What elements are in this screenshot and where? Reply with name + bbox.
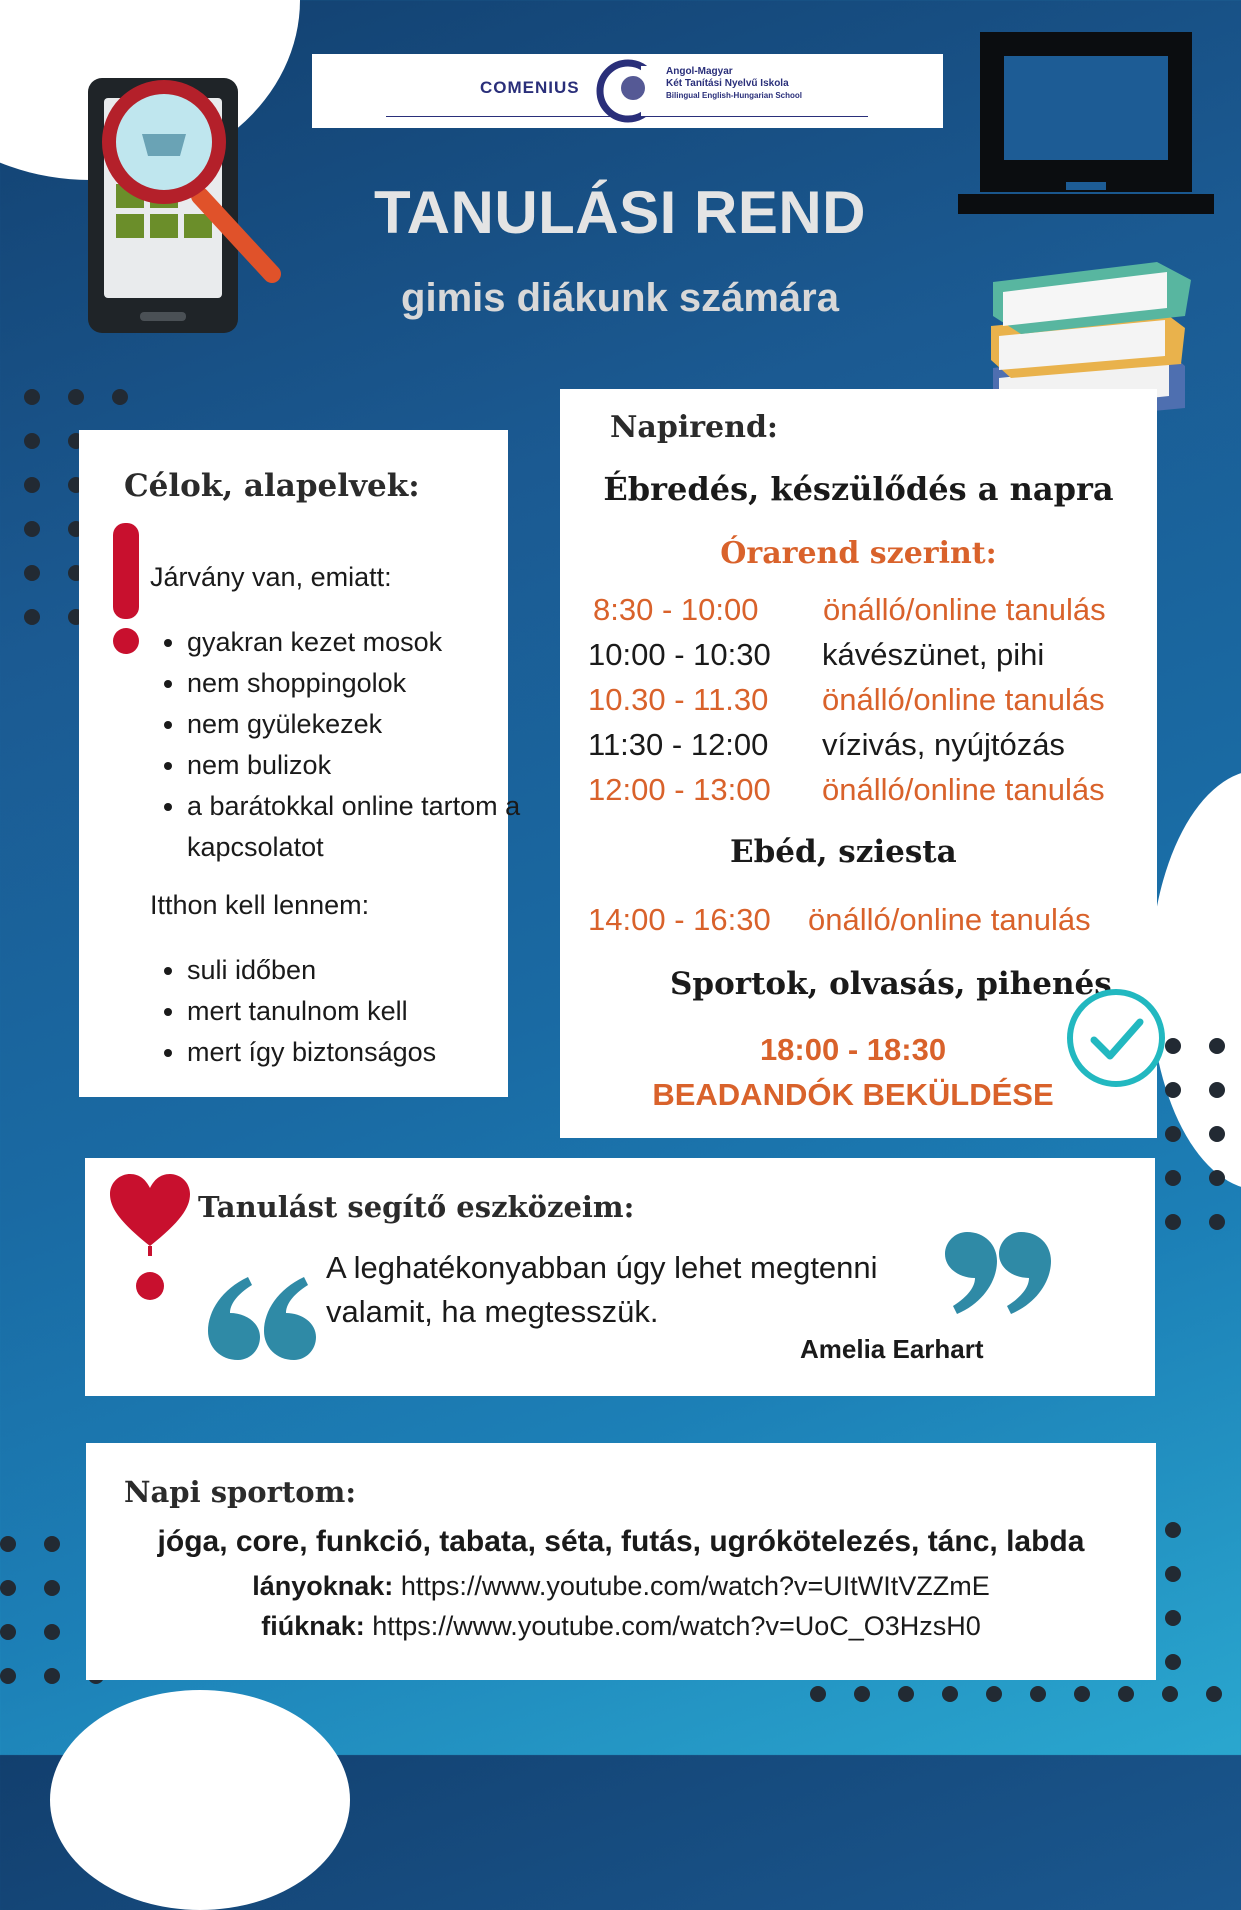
girls-video-link[interactable]: https://www.youtube.com/watch?v=UItWItVZZmE — [400, 1571, 990, 1601]
goals-list-1 — [145, 622, 527, 868]
logo-underline — [386, 116, 868, 117]
tools-heading: Tanulást segítő eszközeim: — [198, 1190, 635, 1224]
list-item: • a barátokkal online tartom a kapcsolatot — [187, 786, 527, 868]
quote-close-icon — [945, 1232, 1051, 1314]
comenius-emblem-icon — [595, 58, 661, 124]
sport-boys-line — [86, 1611, 1156, 1642]
logo-name: COMENIUS — [480, 78, 580, 97]
quote-open-icon — [208, 1275, 318, 1360]
list-item: • mert tanulnom kell — [187, 991, 527, 1032]
boys-video-link[interactable]: https://www.youtube.com/watch?v=UoC_O3HzsH0 — [372, 1611, 981, 1641]
schedule-row-time: 12:00 - 13:00 — [588, 772, 771, 807]
schedule-row-activity: önálló/online tanulás — [822, 772, 1105, 807]
goals-heading: Célok, alapelvek: — [124, 468, 420, 504]
schedule-row-activity: önálló/online tanulás — [822, 682, 1105, 717]
schedule-timetable-label: Órarend szerint: — [720, 536, 997, 571]
laptop-icon — [956, 30, 1216, 220]
schedule-evening: Sportok, olvasás, pihenés — [670, 966, 1112, 1002]
phone-magnifier-icon — [82, 76, 282, 336]
list-item: • mert így biztonságos — [187, 1032, 527, 1073]
schedule-row-activity: vízivás, nyújtózás — [822, 727, 1065, 762]
schedule-row-activity: önálló/online tanulás — [823, 592, 1106, 627]
schedule-row-time: 10:00 - 10:30 — [588, 637, 771, 672]
logo-banner — [312, 54, 943, 128]
bg-blob-bottom-left — [50, 1690, 350, 1910]
schedule-wake: Ébredés, készülődés a napra — [603, 470, 1114, 508]
logo-line1: Angol-Magyar — [666, 66, 733, 77]
list-item: • suli időben — [187, 950, 527, 991]
deadline-label: BEADANDÓK BEKÜLDÉSE — [652, 1077, 1054, 1112]
schedule-row-time: 8:30 - 10:00 — [593, 592, 759, 627]
quote-line-2: valamit, ha megtesszük. — [326, 1294, 659, 1329]
sport-girls-line — [86, 1571, 1156, 1602]
sport-heading: Napi sportom: — [124, 1475, 357, 1509]
schedule-row-time: 11:30 - 12:00 — [588, 727, 769, 762]
schedule-row-time: 10.30 - 11.30 — [588, 682, 769, 717]
exclamation-icon — [111, 523, 141, 658]
list-item: • gyakran kezet mosok — [187, 622, 527, 663]
deadline-time: 18:00 - 18:30 — [759, 1032, 947, 1067]
schedule-row-activity: kávészünet, pihi — [822, 637, 1045, 672]
schedule-heading: Napirend: — [610, 410, 778, 445]
schedule-lunch: Ebéd, sziesta — [730, 834, 957, 870]
dots-right-bottom — [1165, 1522, 1181, 1670]
girls-label: lányoknak: — [252, 1571, 394, 1601]
schedule-afternoon-time: 14:00 - 16:30 — [588, 902, 771, 937]
boys-label: fiúknak: — [261, 1611, 365, 1641]
page-subtitle: gimis diákunk számára — [401, 276, 839, 320]
quote-author: Amelia Earhart — [800, 1334, 984, 1364]
goals-card — [79, 430, 521, 1097]
logo-text-block — [666, 66, 802, 102]
page-title: TANULÁSI REND — [373, 179, 867, 246]
goals-list-2 — [145, 950, 527, 1073]
dots-right-mid — [1165, 1038, 1225, 1230]
logo-line2: Két Tanítási Nyelvű Iskola — [666, 78, 789, 89]
sport-card — [86, 1443, 1156, 1680]
schedule-afternoon-activity: önálló/online tanulás — [808, 902, 1091, 937]
logo-line3: Bilingual English-Hungarian School — [666, 91, 803, 100]
check-circle-icon — [1064, 986, 1168, 1090]
sport-activities: jóga, core, funkció, tabata, séta, futás, ugrókötelezés, tánc, labda — [157, 1525, 1085, 1558]
list-item: • nem bulizok — [187, 745, 527, 786]
dots-bottom — [810, 1686, 1222, 1702]
goals-intro-1: Járvány van, emiatt: — [150, 562, 392, 592]
quote-line-1: A leghatékonyabban úgy lehet megtenni — [326, 1250, 878, 1285]
heart-exclamation-icon — [110, 1174, 190, 1304]
goals-intro-2: Itthon kell lennem: — [150, 890, 370, 920]
tools-card — [85, 1158, 1155, 1396]
list-item: • nem shoppingolok — [187, 663, 527, 704]
list-item: • nem gyülekezek — [187, 704, 527, 745]
